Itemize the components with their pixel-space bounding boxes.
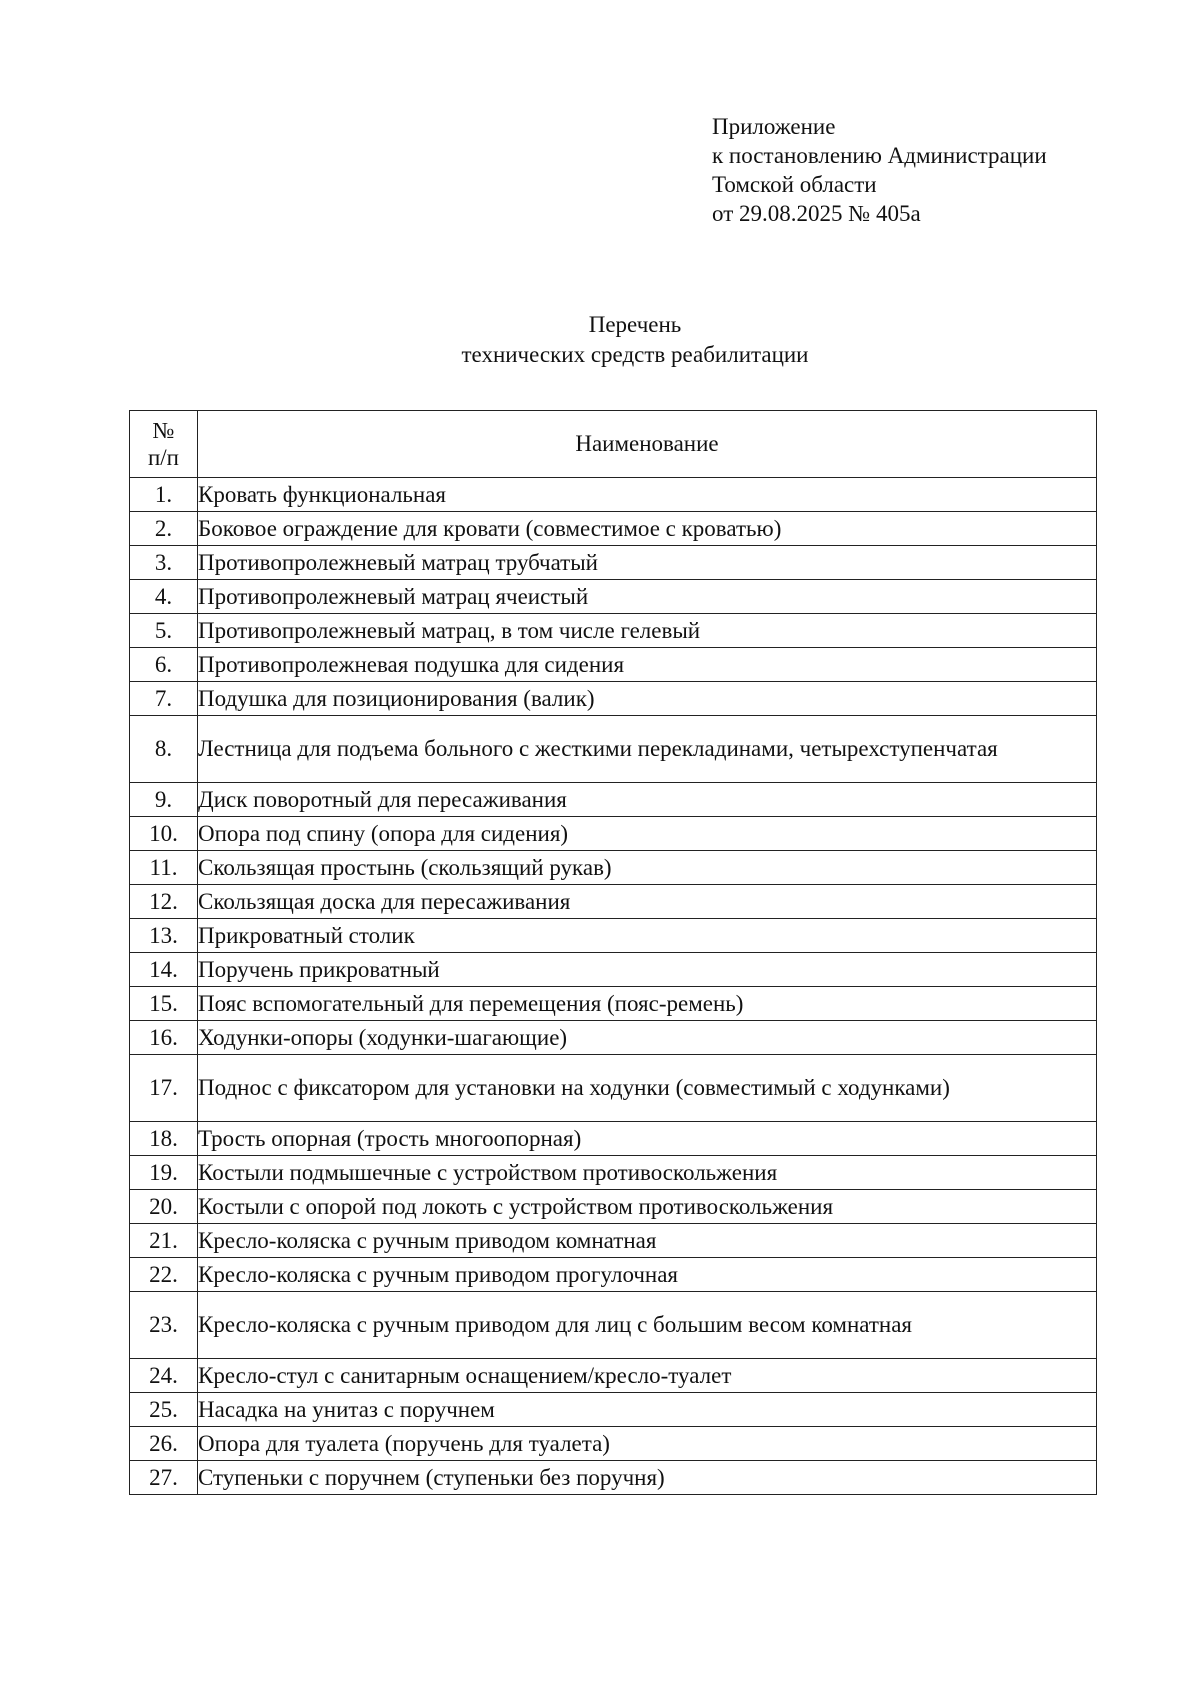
row-number: 26. [130, 1427, 198, 1461]
row-name: Противопролежневая подушка для сидения [198, 648, 1097, 682]
table-row [130, 1258, 1097, 1292]
table-row [130, 1224, 1097, 1258]
row-name: Ступеньки с поручнем (ступеньки без поручня) [198, 1461, 1097, 1495]
row-number: 2. [130, 512, 198, 546]
table-row [130, 478, 1097, 512]
rehabilitation-means-table [129, 410, 1097, 1495]
row-name: Кресло-коляска с ручным приводом прогулочная [198, 1258, 1097, 1292]
row-name: Прикроватный столик [198, 919, 1097, 953]
row-name: Боковое ограждение для кровати (совместимое с кроватью) [198, 512, 1097, 546]
table-row [130, 783, 1097, 817]
row-name: Диск поворотный для пересаживания [198, 783, 1097, 817]
appendix-line-1: Приложение [712, 114, 836, 139]
row-name: Кресло-стул с санитарным оснащением/кресло-туалет [198, 1359, 1097, 1393]
row-number: 11. [130, 851, 198, 885]
document-title [0, 310, 1200, 370]
row-number: 13. [130, 919, 198, 953]
table-row [130, 1122, 1097, 1156]
row-name: Кресло-коляска с ручным приводом комнатная [198, 1224, 1097, 1258]
row-number: 27. [130, 1461, 198, 1495]
table-row [130, 1461, 1097, 1495]
row-name: Противопролежневый матрац ячеистый [198, 580, 1097, 614]
row-name: Опора под спину (опора для сидения) [198, 817, 1097, 851]
table-row [130, 851, 1097, 885]
row-number: 12. [130, 885, 198, 919]
row-name: Кровать функциональная [198, 478, 1097, 512]
row-number: 7. [130, 682, 198, 716]
header-number-symbol: № [152, 418, 175, 443]
table-row [130, 614, 1097, 648]
row-name: Ходунки-опоры (ходунки-шагающие) [198, 1021, 1097, 1055]
row-name: Поручень прикроватный [198, 953, 1097, 987]
table-row [130, 919, 1097, 953]
row-number: 22. [130, 1258, 198, 1292]
appendix-block [712, 112, 1047, 228]
row-number: 1. [130, 478, 198, 512]
row-number: 25. [130, 1393, 198, 1427]
row-name: Опора для туалета (поручень для туалета) [198, 1427, 1097, 1461]
row-name: Пояс вспомогательный для перемещения (пояс-ремень) [198, 987, 1097, 1021]
appendix-line-3: Томской области [712, 172, 877, 197]
table-row [130, 1359, 1097, 1393]
row-name: Подушка для позиционирования (валик) [198, 682, 1097, 716]
row-number: 18. [130, 1122, 198, 1156]
table-row [130, 1055, 1097, 1122]
table-row [130, 648, 1097, 682]
row-name: Костыли с опорой под локоть с устройством противоскольжения [198, 1190, 1097, 1224]
row-number: 8. [130, 716, 198, 783]
table-row [130, 546, 1097, 580]
table-header-row [130, 411, 1097, 478]
row-number: 10. [130, 817, 198, 851]
header-name: Наименование [198, 411, 1097, 478]
row-number: 3. [130, 546, 198, 580]
appendix-line-4: от 29.08.2025 № 405а [712, 201, 921, 226]
row-number: 17. [130, 1055, 198, 1122]
table-row [130, 885, 1097, 919]
row-number: 21. [130, 1224, 198, 1258]
title-line-1: Перечень [588, 312, 682, 337]
row-name: Костыли подмышечные с устройством противоскольжения [198, 1156, 1097, 1190]
table-body [130, 478, 1097, 1495]
table-row [130, 716, 1097, 783]
row-number: 19. [130, 1156, 198, 1190]
row-name: Противопролежневый матрац трубчатый [198, 546, 1097, 580]
row-number: 4. [130, 580, 198, 614]
row-number: 14. [130, 953, 198, 987]
row-name: Скользящая доска для пересаживания [198, 885, 1097, 919]
row-name: Скользящая простынь (скользящий рукав) [198, 851, 1097, 885]
row-number: 5. [130, 614, 198, 648]
row-name: Кресло-коляска с ручным приводом для лиц с большим весом комнатная [198, 1292, 1097, 1359]
table-row [130, 1190, 1097, 1224]
row-number: 16. [130, 1021, 198, 1055]
table-row [130, 682, 1097, 716]
row-number: 20. [130, 1190, 198, 1224]
table-row [130, 580, 1097, 614]
header-number-abbr: п/п [147, 445, 179, 470]
row-name: Поднос с фиксатором для установки на ходунки (совместимый с ходунками) [198, 1055, 1097, 1122]
row-number: 24. [130, 1359, 198, 1393]
table-row [130, 1427, 1097, 1461]
appendix-line-2: к постановлению Администрации [712, 143, 1047, 168]
row-number: 6. [130, 648, 198, 682]
row-number: 9. [130, 783, 198, 817]
table-row [130, 1021, 1097, 1055]
table-row [130, 953, 1097, 987]
row-name: Лестница для подъема больного с жесткими перекладинами, четырехступенчатая [198, 716, 1097, 783]
table-row [130, 1393, 1097, 1427]
table-row [130, 817, 1097, 851]
table-row [130, 512, 1097, 546]
row-name: Трость опорная (трость многоопорная) [198, 1122, 1097, 1156]
row-number: 15. [130, 987, 198, 1021]
table-row [130, 1156, 1097, 1190]
title-line-2: технических средств реабилитации [461, 342, 809, 367]
header-number [130, 411, 198, 478]
table-row [130, 1292, 1097, 1359]
row-name: Насадка на унитаз с поручнем [198, 1393, 1097, 1427]
row-number: 23. [130, 1292, 198, 1359]
table-row [130, 987, 1097, 1021]
row-name: Противопролежневый матрац, в том числе гелевый [198, 614, 1097, 648]
